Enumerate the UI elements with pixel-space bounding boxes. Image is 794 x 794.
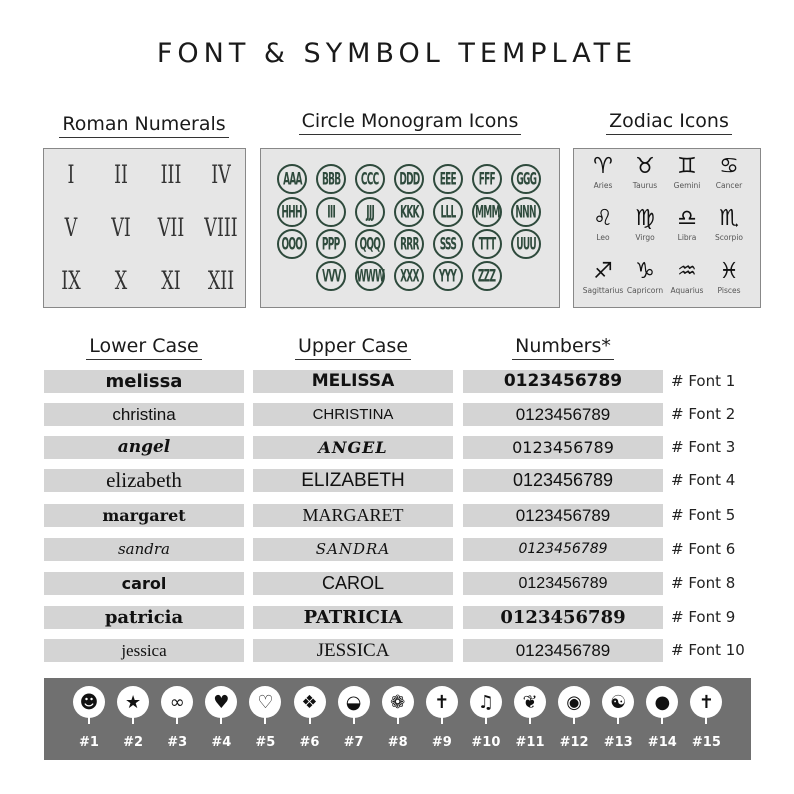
symbol-number-label: #12	[559, 735, 589, 750]
monogram-letters: TTT	[478, 234, 496, 254]
font-sample-lower: patricia	[44, 606, 244, 629]
symbol-number-label: #10	[471, 735, 501, 750]
zodiac-item	[621, 258, 669, 296]
monogram-letters: WWW	[356, 266, 384, 286]
monogram-icon	[355, 164, 385, 194]
monogram-letters: DDD	[398, 169, 420, 189]
symbol-stem	[264, 716, 266, 724]
monogram-icon	[394, 261, 424, 291]
font-sample-upper: MELISSA	[253, 370, 453, 393]
symbol-number-label: #5	[255, 735, 276, 750]
zodiac-label: Sagittarius	[582, 286, 624, 295]
monogram-letters: GGG	[516, 169, 536, 189]
zodiac-item	[621, 153, 669, 191]
symbol-number-label: #7	[343, 735, 364, 750]
zodiac-leo-icon: ♌	[593, 206, 613, 231]
zodiac-item	[663, 205, 711, 243]
zodiac-label: Virgo	[635, 233, 655, 242]
zodiac-libra-icon: ♎	[677, 206, 697, 231]
symbol-stem	[661, 716, 663, 724]
heart-filled-icon: ♥	[205, 686, 237, 718]
font-number-label: # Font 3	[671, 438, 736, 456]
monogram-letters: OOO	[281, 234, 303, 254]
monogram-icon	[394, 164, 424, 194]
monogram-icon	[433, 229, 463, 259]
apple-icon: ●	[646, 686, 678, 718]
font-number-label: # Font 9	[671, 608, 736, 626]
font-sample-numbers: 0123456789	[463, 469, 663, 492]
monogram-icon	[511, 229, 541, 259]
monogram-icon	[355, 197, 385, 227]
monogram-icon	[355, 261, 385, 291]
upper-case-heading: Upper Case	[253, 335, 453, 357]
roman-numeral: II	[114, 160, 128, 189]
zodiac-item	[663, 153, 711, 191]
monogram-letters: QQQ	[359, 234, 381, 254]
monogram-letters: YYY	[439, 266, 457, 286]
monogram-letters: HHH	[281, 202, 303, 222]
zodiac-capricorn-icon: ♑	[635, 259, 655, 284]
monogram-icon	[472, 229, 502, 259]
roman-numeral: XI	[161, 266, 181, 295]
monogram-icon	[316, 197, 346, 227]
monogram-icon	[433, 164, 463, 194]
monogram-icon	[394, 229, 424, 259]
symbol-stem	[573, 716, 575, 724]
symbol-number-label: #13	[603, 735, 633, 750]
zodiac-label: Capricorn	[626, 286, 664, 295]
monogram-letters: LLL	[440, 202, 456, 222]
zodiac-aquarius-icon: ♒	[677, 259, 697, 284]
font-number-label: # Font 2	[671, 405, 736, 423]
zodiac-label: Gemini	[673, 181, 701, 190]
zodiac-item	[579, 258, 627, 296]
yin-yang-icon: ☯	[602, 686, 634, 718]
zodiac-item	[579, 205, 627, 243]
lower-case-heading: Lower Case	[44, 335, 244, 357]
font-sample-lower: melissa	[44, 370, 244, 393]
monogram-letters: FFF	[478, 169, 496, 189]
font-sample-upper: SANDRA	[253, 538, 453, 561]
font-sample-lower: jessica	[44, 639, 244, 662]
monogram-letters: NNN	[515, 202, 537, 222]
font-sample-numbers: 0123456789	[463, 436, 663, 459]
font-sample-lower: christina	[44, 403, 244, 426]
font-number-label: # Font 10	[671, 641, 745, 659]
monogram-icon	[316, 164, 346, 194]
monogram-letters: XXX	[399, 266, 419, 286]
font-sample-numbers: 0123456789	[463, 572, 663, 595]
zodiac-item	[705, 258, 753, 296]
zodiac-label: Cancer	[715, 181, 743, 190]
zodiac-heading: Zodiac Icons	[574, 110, 764, 132]
zodiac-pisces-icon: ♓	[719, 259, 739, 284]
roman-numeral: VIII	[204, 213, 238, 242]
monogram-letters: MMM	[474, 202, 500, 222]
monogram-icon	[316, 261, 346, 291]
symbol-number-label: #4	[211, 735, 232, 750]
zodiac-item	[705, 153, 753, 191]
roman-numeral: IV	[211, 160, 231, 189]
monogram-icon	[472, 164, 502, 194]
page-title: FONT & SYMBOL TEMPLATE	[156, 38, 638, 69]
font-sample-numbers: 0123456789	[463, 504, 663, 527]
zodiac-label: Scorpio	[715, 233, 743, 242]
infinity-icon: ∞	[161, 686, 193, 718]
font-sample-upper: CAROL	[253, 572, 453, 595]
font-sample-numbers: 0123456789	[463, 606, 663, 629]
symbol-stem	[705, 716, 707, 724]
zodiac-gemini-icon: ♊	[677, 154, 697, 179]
symbol-number-label: #15	[691, 735, 721, 750]
monogram-icon	[316, 229, 346, 259]
panda-icon: ◉	[558, 686, 590, 718]
roman-numeral: VII	[157, 213, 185, 242]
zodiac-item	[579, 153, 627, 191]
font-sample-upper: ELIZABETH	[253, 469, 453, 492]
star-icon: ★	[117, 686, 149, 718]
font-sample-numbers: 0123456789	[463, 403, 663, 426]
monogram-letters: PPP	[322, 234, 340, 254]
font-sample-upper: CHRISTINA	[253, 403, 453, 426]
roman-numeral: I	[67, 160, 75, 189]
font-number-label: # Font 1	[671, 372, 736, 390]
symbol-stem	[485, 716, 487, 724]
font-number-label: # Font 6	[671, 540, 736, 558]
symbol-stem	[220, 716, 222, 724]
monogram-icon	[277, 164, 307, 194]
monogram-icon	[277, 197, 307, 227]
symbol-number-label: #2	[123, 735, 144, 750]
zodiac-label: Libra	[677, 233, 697, 242]
zodiac-item	[663, 258, 711, 296]
cross-icon: ✝	[426, 686, 458, 718]
monogram-letters: JJJ	[366, 202, 374, 222]
monogram-letters: RRR	[399, 234, 419, 254]
roman-numerals-heading: Roman Numerals	[44, 113, 244, 135]
numbers-heading: Numbers*	[463, 335, 663, 357]
zodiac-item	[621, 205, 669, 243]
roman-numeral: IX	[61, 266, 81, 295]
zodiac-scorpio-icon: ♏	[719, 206, 739, 231]
font-number-label: # Font 5	[671, 506, 736, 524]
monogram-letters: ZZZ	[478, 266, 496, 286]
monogram-letters: SSS	[439, 234, 457, 254]
lips-icon: ◒	[338, 686, 370, 718]
music-note-icon: ♫	[470, 686, 502, 718]
monogram-letters: KKK	[399, 202, 419, 222]
monogram-icon	[511, 164, 541, 194]
zodiac-item	[705, 205, 753, 243]
symbol-number-label: #6	[299, 735, 320, 750]
symbol-stem	[88, 716, 90, 724]
circle-monogram-heading: Circle Monogram Icons	[260, 110, 560, 132]
font-sample-upper: MARGARET	[253, 504, 453, 527]
font-sample-lower: sandra	[44, 538, 244, 561]
monogram-letters: EEE	[439, 169, 457, 189]
symbol-number-label: #11	[515, 735, 545, 750]
font-number-label: # Font 8	[671, 574, 736, 592]
symbol-stem	[309, 716, 311, 724]
font-sample-numbers: 0123456789	[463, 370, 663, 393]
symbol-stem	[529, 716, 531, 724]
symbol-number-label: #1	[79, 735, 99, 750]
font-sample-lower: margaret	[44, 504, 244, 527]
roman-numeral: X	[114, 266, 128, 295]
font-sample-upper: JESSICA	[253, 639, 453, 662]
font-sample-lower: carol	[44, 572, 244, 595]
symbol-stem	[176, 716, 178, 724]
roman-numeral: V	[64, 213, 78, 242]
flower-icon: ❁	[382, 686, 414, 718]
roman-numeral: VI	[111, 213, 131, 242]
zodiac-label: Pisces	[717, 286, 741, 295]
symbol-number-label: #3	[167, 735, 188, 750]
font-number-label: # Font 4	[671, 471, 736, 489]
symbol-stem	[353, 716, 355, 724]
font-sample-numbers: 0123456789	[463, 538, 663, 561]
monogram-letters: AAA	[282, 169, 302, 189]
font-sample-lower: angel	[44, 436, 244, 459]
monogram-letters: BBB	[321, 169, 341, 189]
zodiac-label: Leo	[596, 233, 610, 242]
zodiac-taurus-icon: ♉	[635, 154, 655, 179]
monogram-letters: UUU	[516, 234, 536, 254]
monogram-icon	[433, 261, 463, 291]
roman-numeral: III	[160, 160, 182, 189]
monogram-icon	[394, 197, 424, 227]
zodiac-label: Aries	[593, 181, 613, 190]
font-sample-upper: PATRICIA	[253, 606, 453, 629]
symbol-number-label: #9	[431, 735, 452, 750]
symbol-stem	[132, 716, 134, 724]
paw-icon: ❖	[294, 686, 326, 718]
symbol-number-label: #8	[387, 735, 408, 750]
zodiac-virgo-icon: ♍	[635, 206, 655, 231]
symbol-number-label: #14	[647, 735, 677, 750]
zodiac-label: Aquarius	[670, 286, 704, 295]
smiley-icon: ☻	[73, 686, 105, 718]
monogram-icon	[472, 197, 502, 227]
symbol-stem	[617, 716, 619, 724]
zodiac-aries-icon: ♈	[593, 154, 613, 179]
cross-icon: ✝	[690, 686, 722, 718]
monogram-letters: VVV	[321, 266, 341, 286]
font-sample-upper: ANGEL	[253, 436, 453, 459]
lotus-icon: ❦	[514, 686, 546, 718]
monogram-letters: CCC	[361, 169, 379, 189]
monogram-icon	[277, 229, 307, 259]
monogram-icon	[472, 261, 502, 291]
font-sample-lower: elizabeth	[44, 469, 244, 492]
monogram-icon	[433, 197, 463, 227]
monogram-icon	[511, 197, 541, 227]
symbol-stem	[441, 716, 443, 724]
monogram-letters: III	[327, 202, 335, 222]
heart-outline-icon: ♡	[249, 686, 281, 718]
zodiac-cancer-icon: ♋	[719, 154, 739, 179]
font-sample-numbers: 0123456789	[463, 639, 663, 662]
monogram-icon	[355, 229, 385, 259]
symbol-stem	[397, 716, 399, 724]
zodiac-label: Taurus	[632, 181, 658, 190]
zodiac-sagittarius-icon: ♐	[593, 259, 613, 284]
roman-numeral: XII	[207, 266, 235, 295]
